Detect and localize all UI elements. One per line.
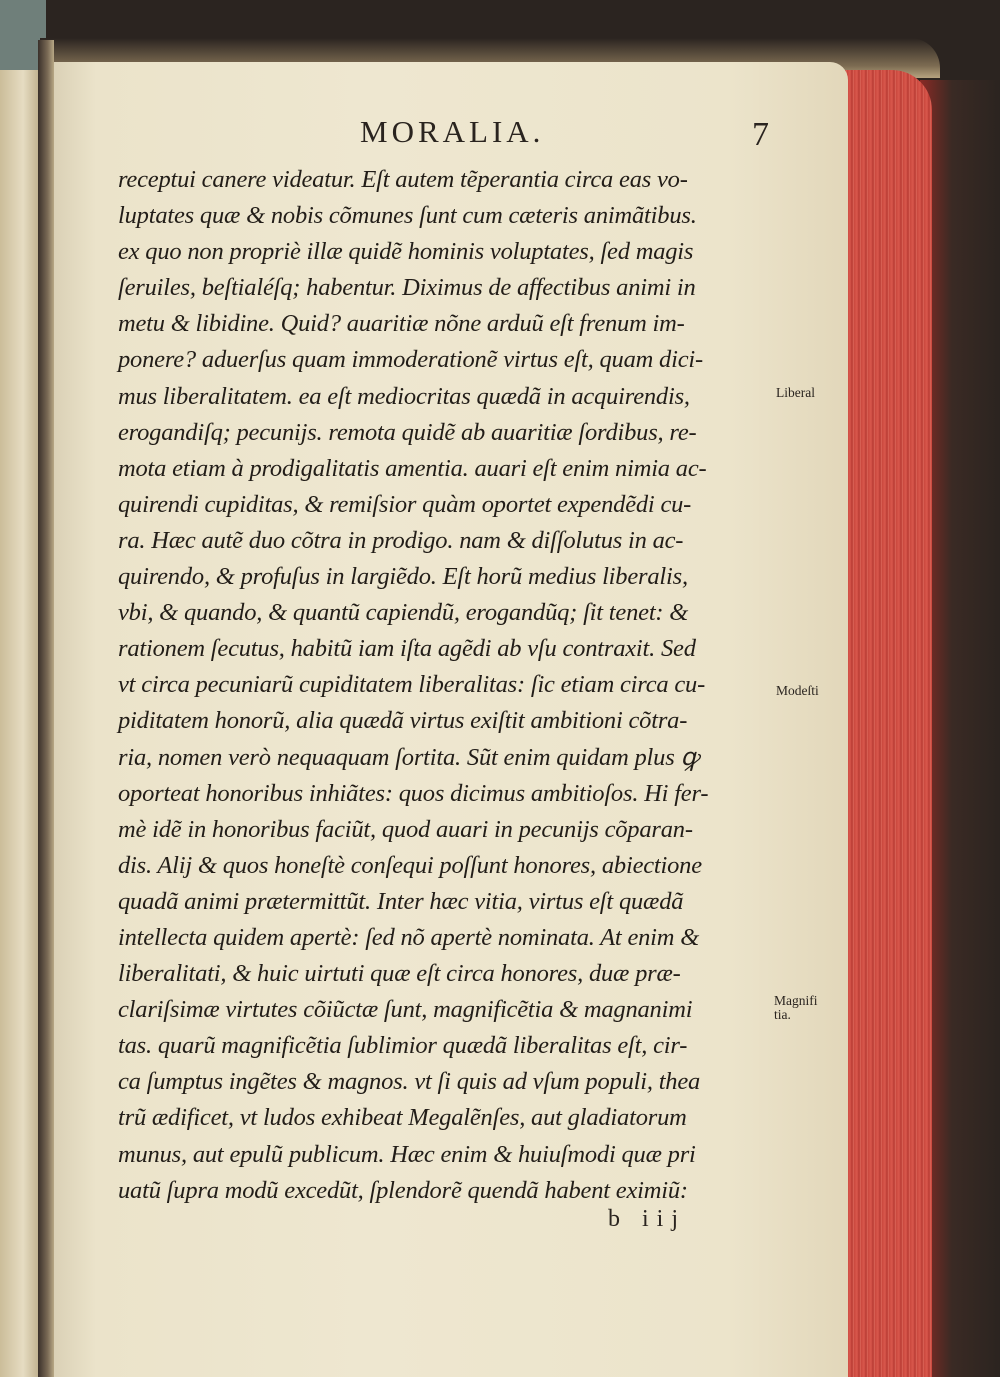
- text-line: ponere? aduerſus quam immoderationẽ virtus eſt, quam dici-: [118, 346, 703, 374]
- left-facing-page: [0, 60, 42, 1377]
- text-line: ex quo non propriè illæ quidẽ hominis voluptates, ſed magis: [118, 238, 694, 266]
- text-line: trũ ædificet, vt ludos exhibeat Megalẽnſes, aut gladiatorum: [118, 1104, 687, 1132]
- text-line: ca ſumptus ingẽtes & magnos. vt ſi quis ad vſum populi, thea: [118, 1068, 701, 1096]
- marginal-note-tia: tia.: [774, 1007, 791, 1022]
- signature-mark: b iij: [608, 1206, 687, 1232]
- text-line: dis. Alij & quos honeſtè conſequi poſſunt honores, abiectione: [118, 851, 702, 879]
- text-line: receptui canere videatur. Eſt autem tẽperantia circa eas vo-: [118, 166, 688, 193]
- marginal-note-magnificentia: [774, 994, 818, 1022]
- text-line: mota etiam à prodigalitatis amentia. auari eſt enim nimia ac-: [118, 454, 707, 482]
- text-line: clariſsimæ virtutes cõiũctæ ſunt, magnificẽtia & magnanimi: [118, 996, 693, 1024]
- text-line: intellecta quidem apertè: ſed nõ apertè nominata. At enim &: [118, 923, 700, 951]
- text-line: rationem ſecutus, habitũ iam iſta agẽdi ab vſu contraxit. Sed: [118, 635, 696, 663]
- text-line: oporteat honoribus inhiãtes: quos dicimus ambitioſos. Hi fer-: [118, 779, 709, 807]
- text-line: quirendo, & profuſus in largiẽdo. Eſt horũ medius liberalis,: [118, 563, 688, 591]
- fore-edge-shadow: [920, 80, 1000, 1377]
- running-head: MORALIA.: [360, 114, 545, 149]
- text-line: ſeruiles, beſtialéſq; habentur. Diximus de affectibus animi in: [118, 274, 696, 302]
- text-line: piditatem honorũ, alia quædã virtus exiſtit ambitioni cõtra-: [118, 707, 688, 735]
- text-line: vbi, & quando, & quantũ capiendũ, erogandũq; ſit tenet: &: [118, 599, 689, 627]
- text-line: quirendi cupiditas, & remiſsior quàm oportet expendẽdi cu-: [118, 490, 692, 518]
- text-line: mus liberalitatem. ea eſt mediocritas quædã in acquirendis,: [118, 382, 690, 410]
- marginal-note-liberal: Liberal: [776, 385, 815, 400]
- text-line: ria, nomen verò nequaquam ſortita. Sũt enim quidam plus ꝙ: [118, 743, 699, 771]
- text-line: metu & libidine. Quid? auaritiæ nõne arduũ eſt frenum im-: [118, 310, 685, 338]
- text-line: munus, aut epulũ publicum. Hæc enim & huiuſmodi quæ pri: [118, 1140, 696, 1168]
- text-line: tas. quarũ magnificẽtia ſublimior quædã liberalitas eſt, cir-: [118, 1032, 688, 1060]
- text-line: liberalitati, & huic uirtuti quæ eſt circa honores, duæ præ-: [118, 960, 681, 988]
- text-line: luptates quæ & nobis cõmunes ſunt cum cæteris animãtibus.: [118, 202, 697, 230]
- folio-number: 7: [752, 116, 769, 153]
- text-line: ra. Hæc autẽ duo cõtra in prodigo. nam & diſſolutus in ac-: [118, 526, 684, 554]
- body-text: [118, 162, 778, 1209]
- text-line: quadã animi prætermittũt. Inter hæc vitia, virtus eſt quædã: [118, 887, 684, 915]
- marginal-note-modesti: Modeſti: [776, 683, 819, 698]
- gutter: [38, 40, 54, 1377]
- text-line: vt circa pecuniarũ cupiditatem liberalitas: ſic etiam circa cu-: [118, 671, 706, 699]
- text-line: mè idẽ in honoribus faciũt, quod auari in pecunijs cõparan-: [118, 815, 693, 843]
- text-line: uatũ ſupra modũ excedũt, ſplendorẽ quendã habent eximiũ:: [118, 1176, 688, 1204]
- marginal-note-magnifi: Magnifi: [774, 993, 818, 1008]
- text-line: erogandiſq; pecunijs. remota quidẽ ab auaritiæ ſordibus, re-: [118, 418, 697, 446]
